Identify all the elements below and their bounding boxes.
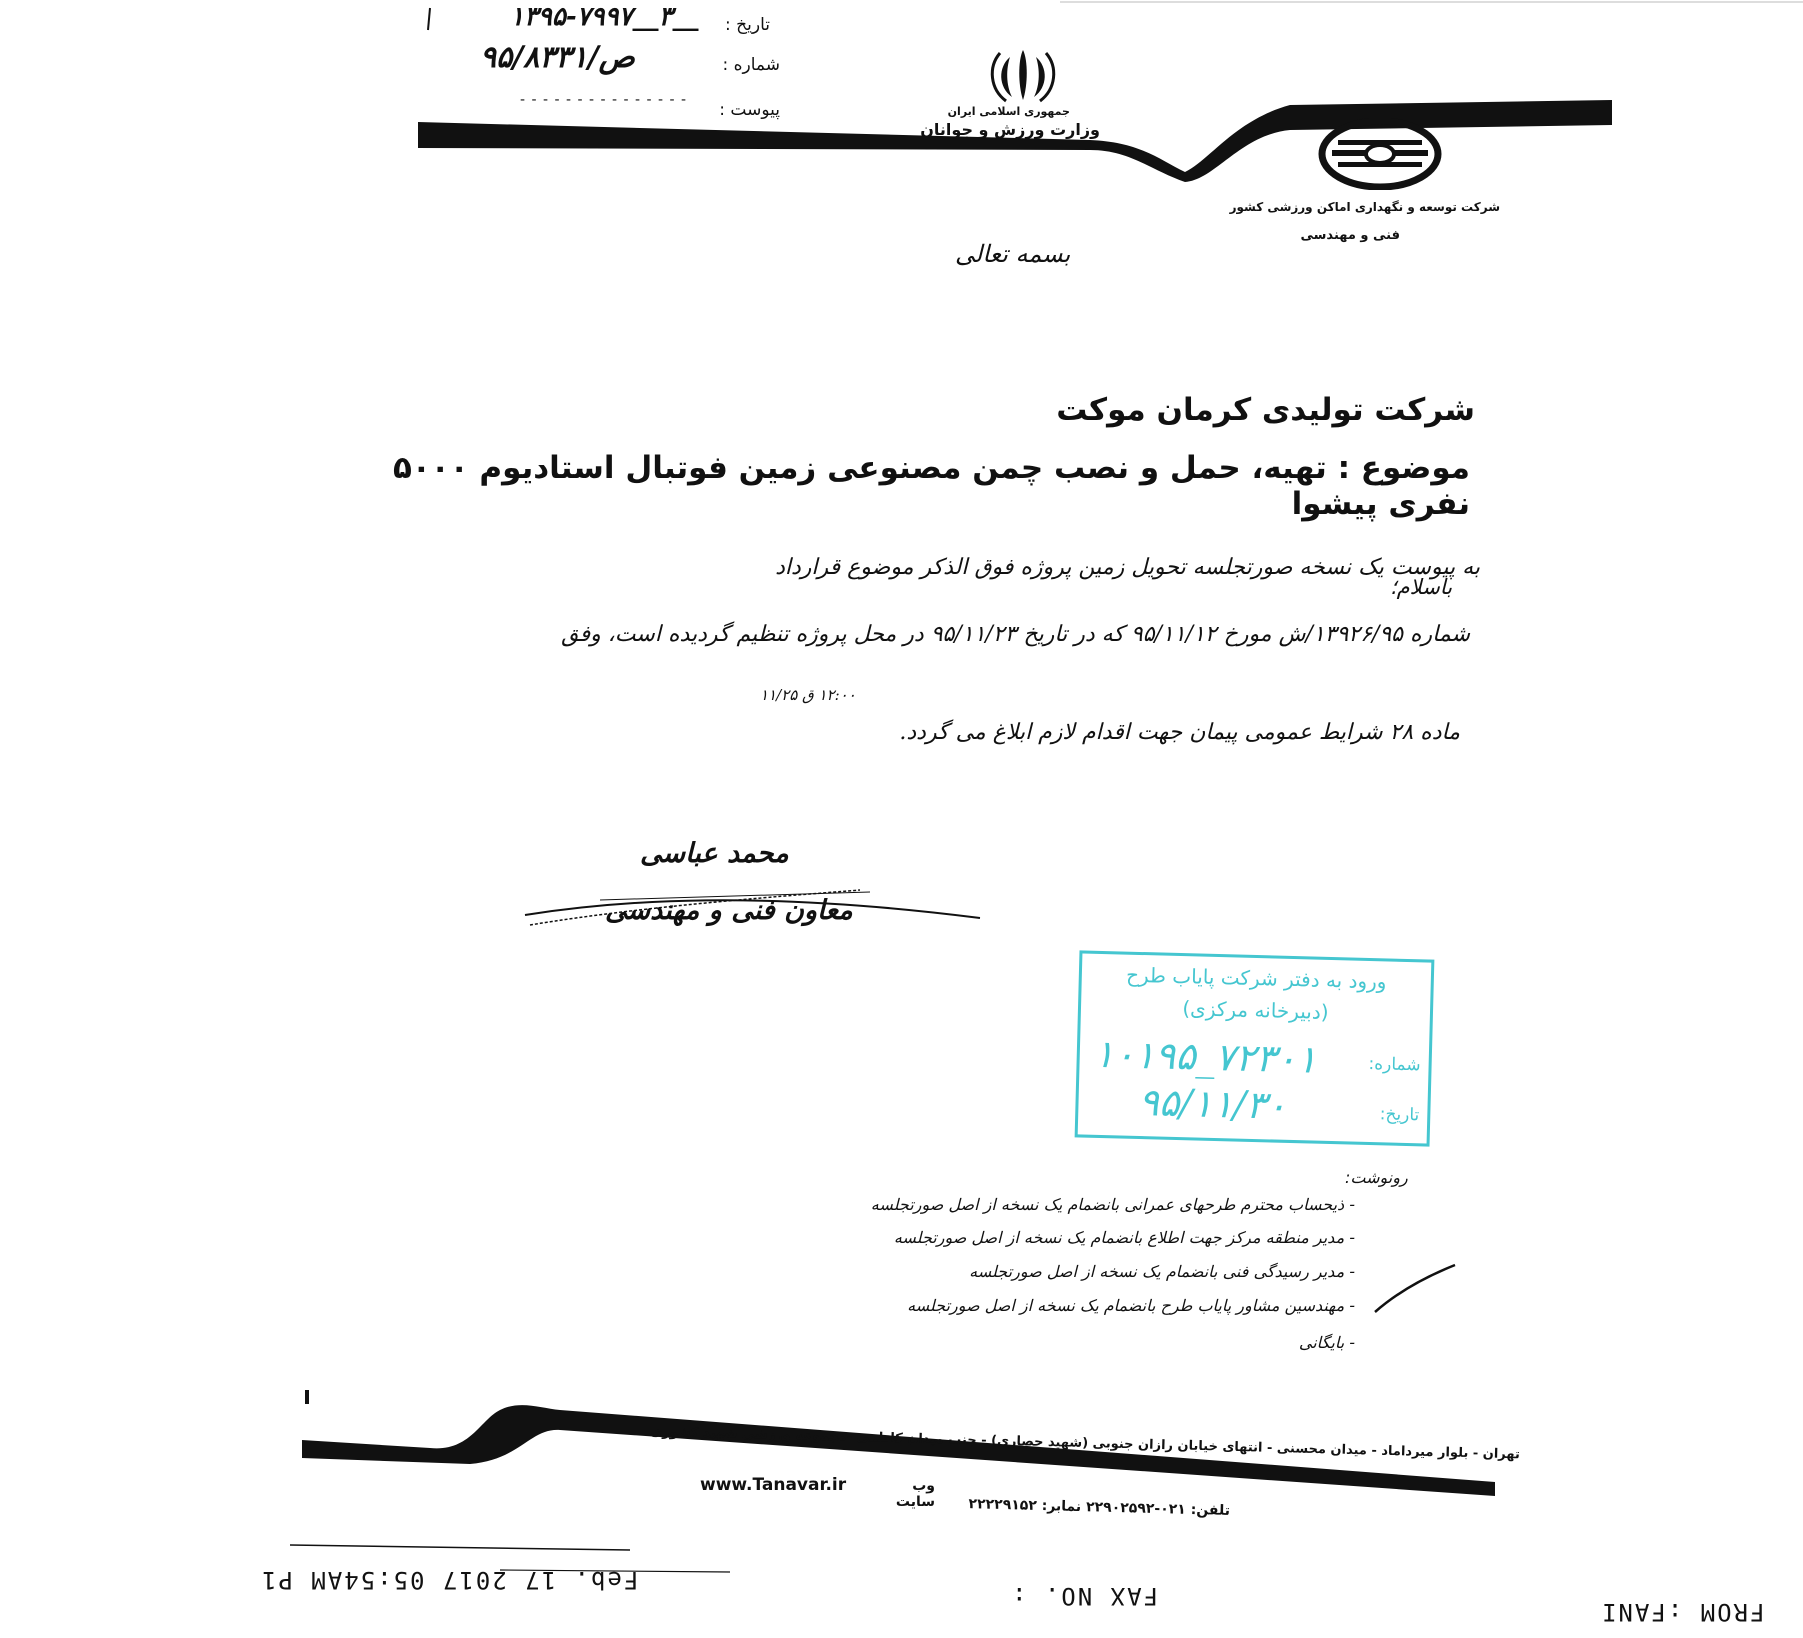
stamp-line1: ورود به دفتر شرکت پایاب طرح: [1125, 962, 1387, 994]
company-caption-line2: فنی و مهندسی: [1300, 228, 1400, 243]
cc-signature-scribble: [1375, 1265, 1455, 1312]
number-label: شماره :: [722, 55, 780, 75]
margin-note: ۱۲:۰۰ ق ۱۱/۲۵: [760, 686, 856, 704]
subject: موضوع : تهیه، حمل و نصب چمن مصنوعی زمین فوتبال استادیوم ۵۰۰۰ نفری پیشوا: [392, 450, 1470, 522]
stamp-number-label: شماره:: [1368, 1053, 1421, 1076]
cc-item-2: - مدیر منطقه مرکز جهت اطلاع بانضمام یک نسخه از اصل صورتجلسه: [893, 1228, 1355, 1247]
cc-item-5: - بایگانی: [1298, 1333, 1355, 1352]
company-logo-icon: [1318, 118, 1443, 190]
footer-website-label: وب سایت: [895, 1478, 935, 1510]
fax-from: FROM :FANI: [1600, 1598, 1765, 1626]
attachment-value: - - - - - - - - - - - - - - -: [520, 92, 688, 108]
receipt-stamp: [1075, 950, 1435, 1146]
number-value: ۹۵/۸۳۳۱/ص: [480, 40, 635, 75]
signatory-title: معاون فنی و مهندسی: [605, 895, 853, 926]
recipient: شرکت تولیدی کرمان موکت: [1056, 392, 1475, 428]
cc-item-3: - مدیر رسیدگی فنی بانضمام یک نسخه از اصل صورتجلسه: [969, 1262, 1355, 1281]
stamp-number-value: ۱۰۱۹۵_۷۲۳۰۱: [1093, 1031, 1318, 1082]
body-line-1: به پیوست یک نسخه صورتجلسه تحویل زمین پروژه فوق الذکر موضوع قرارداد: [775, 555, 1480, 580]
stamp-line2: (دبیرخانه مرکزی): [1182, 996, 1329, 1024]
greeting: باسلام؛: [1390, 575, 1453, 599]
footer-phone: تلفن: ۰۲۱-۲۲۹۰۲۵۹۲ نمابر: ۲۲۲۲۹۱۵۲: [968, 1496, 1231, 1519]
footer-website: www.Tanavar.ir: [700, 1475, 847, 1495]
fax-datetime: Feb. 17 2017 05:54AM P1: [260, 1566, 639, 1594]
cc-item-1: - ذیحساب محترم طرحهای عمرانی بانضمام یک نسخه از اصل صورتجلسه: [870, 1195, 1355, 1214]
footer-address: تهران - بلوار میرداماد - میدان محسنی - انتهای خیابان رازان جنوبی (شهید حصاری) - جنب میدان کاظمی -مجموعه ورزشی شهید کشوری: [650, 1424, 1521, 1463]
date-value: ۱۳۹۵-۷۹۹۷__۳__: [510, 2, 699, 32]
signatory-name: محمد عباسی: [640, 838, 789, 869]
cc-heading: رونوشت:: [1345, 1168, 1408, 1187]
emblem-caption-line1: جمهوری اسلامی ایران: [947, 105, 1070, 118]
bismillah: بسمه تعالی: [955, 240, 1071, 268]
date-label: تاریخ :: [725, 15, 770, 35]
stamp-date-label: تاریخ:: [1379, 1104, 1420, 1126]
stamp-date-value: ۹۵/۱۱/۳۰: [1137, 1079, 1288, 1128]
iran-emblem-icon: [988, 45, 1058, 105]
emblem-caption-line2: وزارت ورزش و جوانان: [920, 120, 1100, 139]
cc-item-4: - مهندسین مشاور پایاب طرح بانضمام یک نسخه از اصل صورتجلسه: [907, 1296, 1355, 1315]
company-caption-line1: شرکت توسعه و نگهداری اماکن ورزشی کشور: [1229, 200, 1500, 214]
attachment-label: پیوست :: [719, 100, 780, 120]
body-line-3: ماده ۲۸ شرایط عمومی پیمان جهت اقدام لازم ابلاغ می گردد.: [899, 720, 1460, 745]
fax-number: FAX NO. :: [1010, 1582, 1159, 1610]
body-line-2: شماره ۱۳۹۲۶/۹۵/ش مورخ ۹۵/۱۱/۱۲ که در تاریخ ۹۵/۱۱/۲۳ در محل پروژه تنظیم گردیده است، وفق: [561, 622, 1470, 647]
